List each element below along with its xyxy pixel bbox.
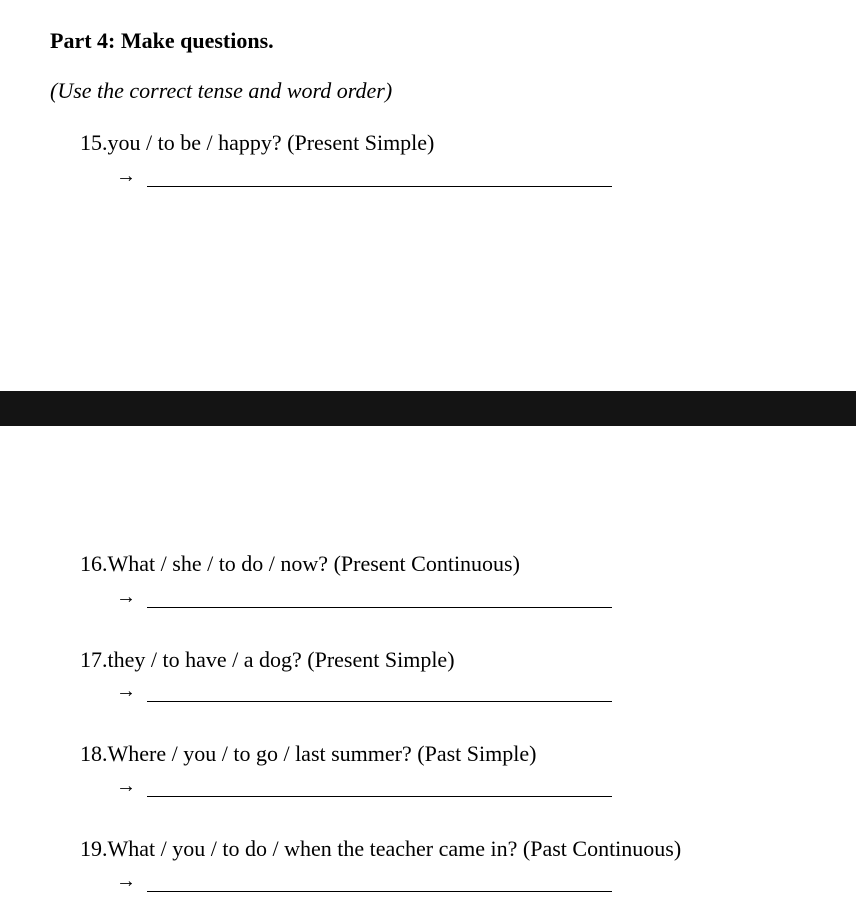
question-18: 18.Where / you / to go / last summer? (Past Simple)	[80, 741, 537, 766]
question-19: 19.What / you / to do / when the teacher came in? (Past Continuous)	[80, 836, 682, 861]
arrow-icon: →	[116, 680, 136, 702]
answer-line-19[interactable]	[147, 891, 612, 892]
arrow-icon: →	[116, 870, 136, 892]
instruction-text: (Use the correct tense and word order)	[50, 78, 393, 103]
answer-line-18[interactable]	[147, 796, 612, 797]
answer-line-15[interactable]	[147, 186, 612, 187]
divider-bar	[0, 391, 856, 426]
question-16: 16.What / she / to do / now? (Present Continuous)	[80, 551, 520, 576]
answer-line-16[interactable]	[147, 607, 612, 608]
arrow-icon: →	[116, 586, 136, 608]
question-15: 15.you / to be / happy? (Present Simple)	[80, 130, 435, 155]
arrow-icon: →	[116, 775, 136, 797]
arrow-icon: →	[116, 165, 136, 187]
question-17: 17.they / to have / a dog? (Present Simple)	[80, 647, 455, 672]
part-title: Part 4: Make questions.	[50, 28, 274, 53]
answer-line-17[interactable]	[147, 701, 612, 702]
